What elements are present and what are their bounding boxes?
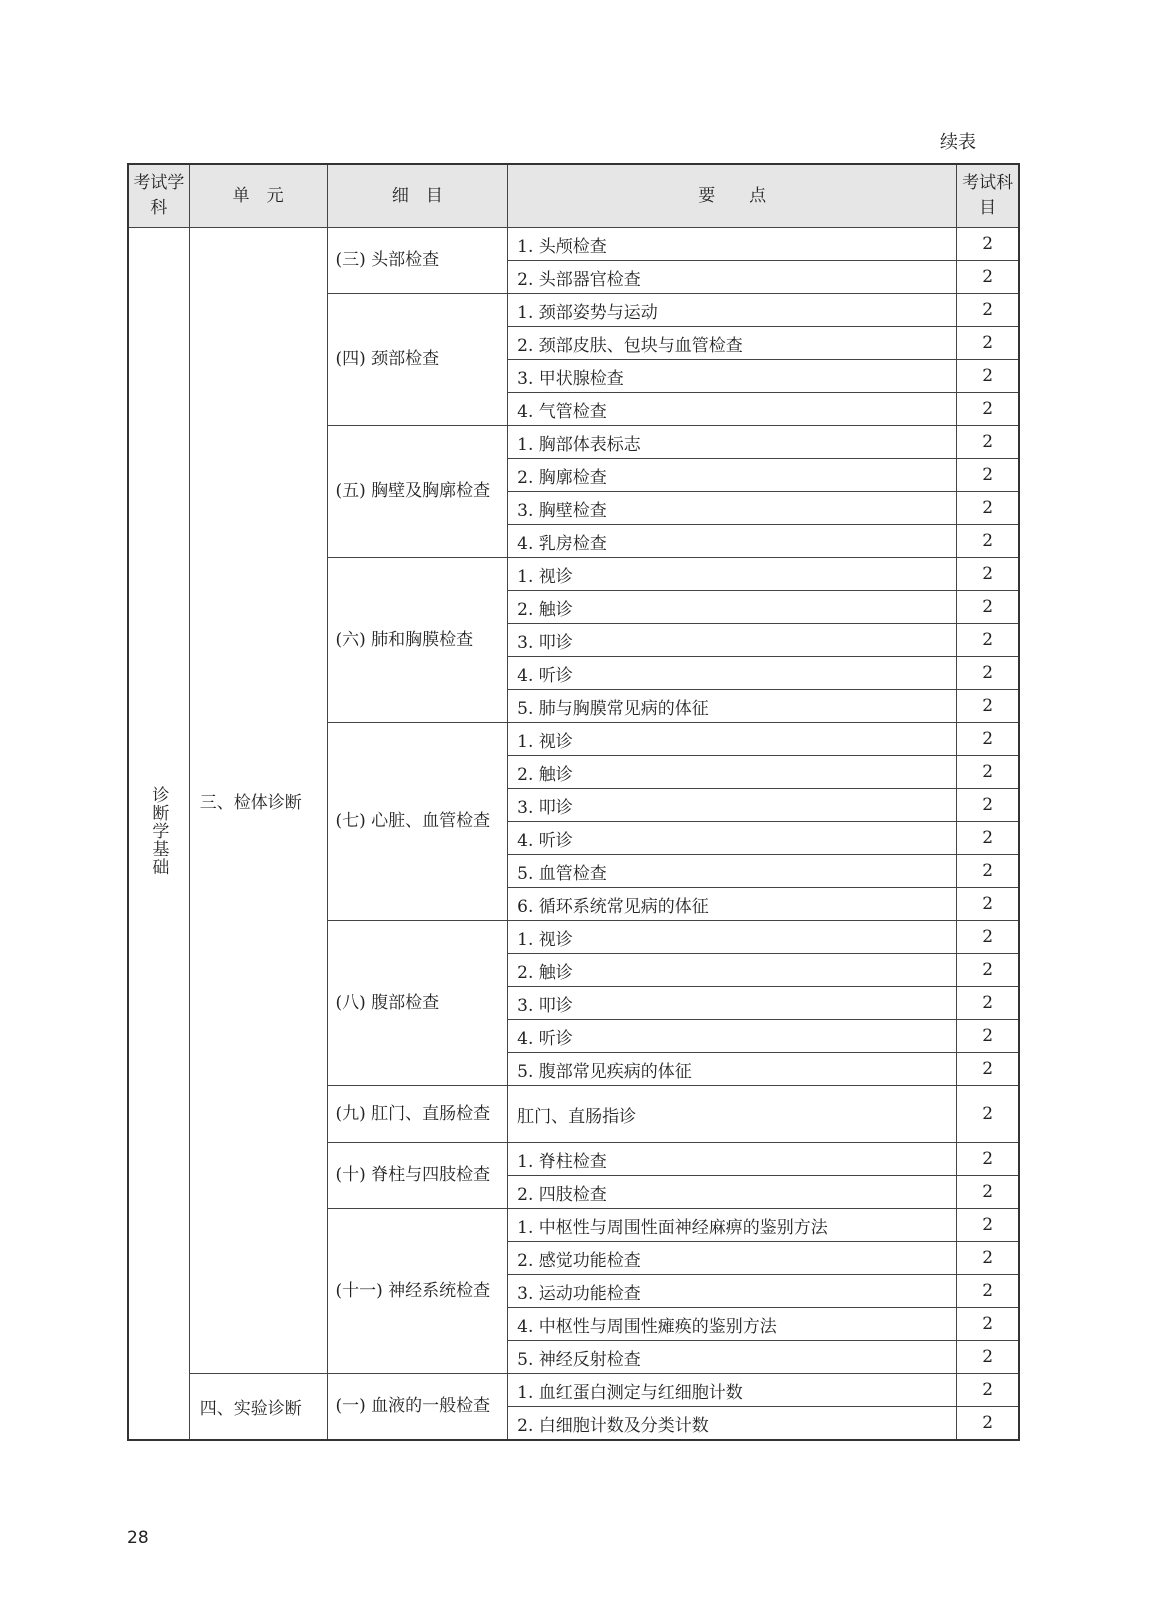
point-cell: 肛门、直肠指诊 — [508, 1086, 957, 1143]
point-cell: 4. 气管检查 — [508, 393, 957, 426]
unit-cell: 四、实验诊断 — [189, 1374, 327, 1441]
exam-count-cell: 2 — [957, 1086, 1019, 1143]
point-cell: 1. 胸部体表标志 — [508, 426, 957, 459]
point-cell: 2. 四肢检查 — [508, 1176, 957, 1209]
exam-count-cell: 2 — [957, 492, 1019, 525]
detail-cell: (三) 头部检查 — [327, 228, 508, 294]
exam-count-cell: 2 — [957, 525, 1019, 558]
detail-cell: (十一) 神经系统检查 — [327, 1209, 508, 1374]
point-cell: 1. 视诊 — [508, 558, 957, 591]
unit-cell: 三、检体诊断 — [189, 228, 327, 1374]
detail-cell: (一) 血液的一般检查 — [327, 1374, 508, 1441]
point-cell: 1. 中枢性与周围性面神经麻痹的鉴别方法 — [508, 1209, 957, 1242]
point-cell: 1. 血红蛋白测定与红细胞计数 — [508, 1374, 957, 1407]
exam-count-cell: 2 — [957, 987, 1019, 1020]
point-cell: 2. 触诊 — [508, 954, 957, 987]
detail-cell: (八) 腹部检查 — [327, 921, 508, 1086]
exam-count-cell: 2 — [957, 228, 1019, 261]
point-cell: 1. 视诊 — [508, 921, 957, 954]
point-cell: 1. 视诊 — [508, 723, 957, 756]
detail-cell: (六) 肺和胸膜检查 — [327, 558, 508, 723]
point-cell: 5. 血管检查 — [508, 855, 957, 888]
exam-count-cell: 2 — [957, 261, 1019, 294]
exam-count-cell: 2 — [957, 591, 1019, 624]
point-cell: 5. 肺与胸膜常见病的体征 — [508, 690, 957, 723]
table-body — [128, 228, 1019, 1441]
point-cell: 3. 叩诊 — [508, 789, 957, 822]
exam-count-cell: 2 — [957, 426, 1019, 459]
detail-cell: (十) 脊柱与四肢检查 — [327, 1143, 508, 1209]
exam-count-cell: 2 — [957, 459, 1019, 492]
header-exam: 考试科目 — [957, 164, 1019, 228]
exam-count-cell: 2 — [957, 789, 1019, 822]
exam-count-cell: 2 — [957, 1308, 1019, 1341]
header-points: 要 点 — [508, 164, 957, 228]
detail-cell: (四) 颈部检查 — [327, 294, 508, 426]
point-cell: 1. 颈部姿势与运动 — [508, 294, 957, 327]
exam-count-cell: 2 — [957, 294, 1019, 327]
point-cell: 4. 听诊 — [508, 1020, 957, 1053]
exam-count-cell: 2 — [957, 690, 1019, 723]
point-cell: 4. 乳房检查 — [508, 525, 957, 558]
header-unit: 单 元 — [189, 164, 327, 228]
exam-count-cell: 2 — [957, 1209, 1019, 1242]
exam-count-cell: 2 — [957, 822, 1019, 855]
point-cell: 2. 触诊 — [508, 756, 957, 789]
exam-count-cell: 2 — [957, 1176, 1019, 1209]
exam-count-cell: 2 — [957, 888, 1019, 921]
point-cell: 4. 听诊 — [508, 657, 957, 690]
exam-count-cell: 2 — [957, 855, 1019, 888]
exam-count-cell: 2 — [957, 1374, 1019, 1407]
header-subject: 考试学科 — [128, 164, 189, 228]
point-cell: 3. 叩诊 — [508, 624, 957, 657]
exam-count-cell: 2 — [957, 723, 1019, 756]
exam-count-cell: 2 — [957, 360, 1019, 393]
point-cell: 4. 听诊 — [508, 822, 957, 855]
exam-count-cell: 2 — [957, 558, 1019, 591]
point-cell: 3. 运动功能检查 — [508, 1275, 957, 1308]
point-cell: 2. 颈部皮肤、包块与血管检查 — [508, 327, 957, 360]
point-cell: 1. 头颅检查 — [508, 228, 957, 261]
exam-count-cell: 2 — [957, 1143, 1019, 1176]
page-number: 28 — [127, 1528, 149, 1548]
table-row — [128, 1374, 1019, 1407]
point-cell: 4. 中枢性与周围性瘫痪的鉴别方法 — [508, 1308, 957, 1341]
detail-cell: (七) 心脏、血管检查 — [327, 723, 508, 921]
exam-count-cell: 2 — [957, 624, 1019, 657]
exam-count-cell: 2 — [957, 954, 1019, 987]
exam-count-cell: 2 — [957, 756, 1019, 789]
point-cell: 2. 触诊 — [508, 591, 957, 624]
point-cell: 2. 胸廓检查 — [508, 459, 957, 492]
point-cell: 3. 胸壁检查 — [508, 492, 957, 525]
continued-label: 续表 — [940, 132, 976, 153]
exam-count-cell: 2 — [957, 921, 1019, 954]
subject-label: 诊断学基础 — [148, 786, 169, 876]
table-header-row — [128, 164, 1019, 228]
exam-count-cell: 2 — [957, 1020, 1019, 1053]
point-cell: 2. 感觉功能检查 — [508, 1242, 957, 1275]
syllabus-table — [127, 163, 1020, 1441]
exam-count-cell: 2 — [957, 1341, 1019, 1374]
exam-count-cell: 2 — [957, 327, 1019, 360]
point-cell: 3. 甲状腺检查 — [508, 360, 957, 393]
exam-count-cell: 2 — [957, 1275, 1019, 1308]
point-cell: 1. 脊柱检查 — [508, 1143, 957, 1176]
exam-count-cell: 2 — [957, 393, 1019, 426]
point-cell: 2. 头部器官检查 — [508, 261, 957, 294]
exam-count-cell: 2 — [957, 1407, 1019, 1441]
subject-cell — [128, 228, 189, 1441]
exam-count-cell: 2 — [957, 657, 1019, 690]
detail-cell: (五) 胸壁及胸廓检查 — [327, 426, 508, 558]
exam-count-cell: 2 — [957, 1242, 1019, 1275]
point-cell: 3. 叩诊 — [508, 987, 957, 1020]
table-row — [128, 228, 1019, 261]
exam-count-cell: 2 — [957, 1053, 1019, 1086]
point-cell: 2. 白细胞计数及分类计数 — [508, 1407, 957, 1441]
point-cell: 5. 神经反射检查 — [508, 1341, 957, 1374]
detail-cell: (九) 肛门、直肠检查 — [327, 1086, 508, 1143]
point-cell: 5. 腹部常见疾病的体征 — [508, 1053, 957, 1086]
point-cell: 6. 循环系统常见病的体征 — [508, 888, 957, 921]
header-detail: 细 目 — [327, 164, 508, 228]
